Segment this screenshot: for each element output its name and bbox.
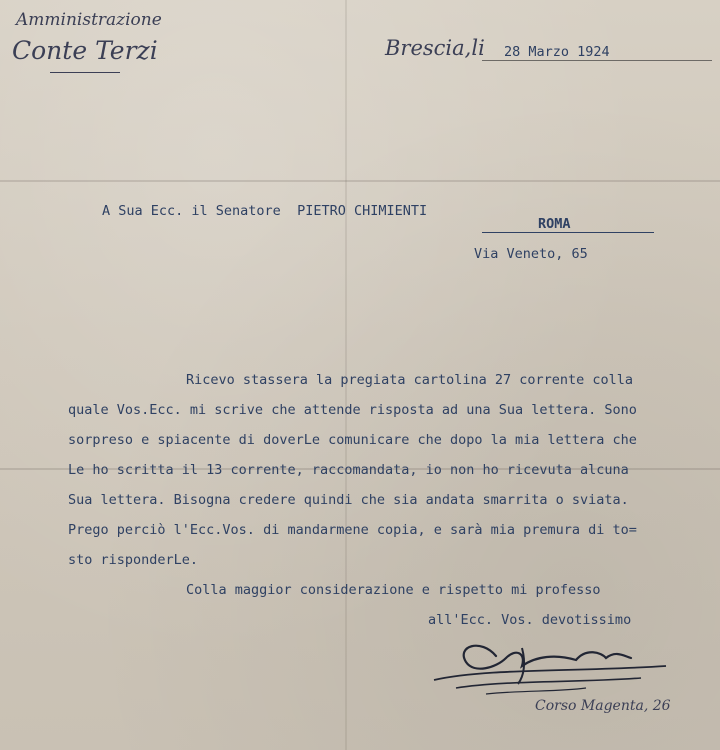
body-line: quale Vos.Ecc. mi scrive che attende risposta ad una Sua lettera. Sono	[68, 402, 637, 418]
footer-address: Corso Magenta, 26	[535, 698, 671, 714]
signature-drawing	[426, 628, 671, 708]
letterhead-administration: Amministrazione	[16, 10, 162, 30]
paper-fold-line	[0, 180, 720, 182]
place-name: Brescia,li	[385, 36, 485, 60]
body-line: sorpreso e spiacente di doverLe comunicare che dopo la mia lettera che	[68, 432, 637, 448]
letter-date: 28 Marzo 1924	[504, 44, 610, 60]
city-underline	[482, 232, 654, 233]
body-line: Le ho scritta il 13 corrente, raccomandata, io non ho ricevuta alcuna	[68, 462, 629, 478]
date-underline	[482, 60, 712, 61]
recipient-street: Via Veneto, 65	[474, 246, 588, 262]
body-line: sto risponderLe.	[68, 552, 199, 568]
closing-line: Colla maggior considerazione e rispetto mi professo	[186, 582, 601, 598]
body-line: Ricevo stassera la pregiata cartolina 27 corrente colla	[186, 372, 634, 388]
body-line: Prego perciò l'Ecc.Vos. di mandarmene copia, e sarà mia premura di to=	[68, 522, 637, 538]
letterhead-name: Conte Terzi	[12, 36, 158, 65]
recipient-line: A Sua Ecc. il Senatore PIETRO CHIMIENTI	[102, 203, 428, 219]
letterhead-underline	[50, 72, 120, 73]
valediction: all'Ecc. Vos. devotissimo	[428, 612, 632, 628]
body-line: Sua lettera. Bisogna credere quindi che sia andata smarrita o sviata.	[68, 492, 629, 508]
handwritten-signature	[426, 628, 671, 708]
recipient-city: ROMA	[538, 216, 571, 232]
